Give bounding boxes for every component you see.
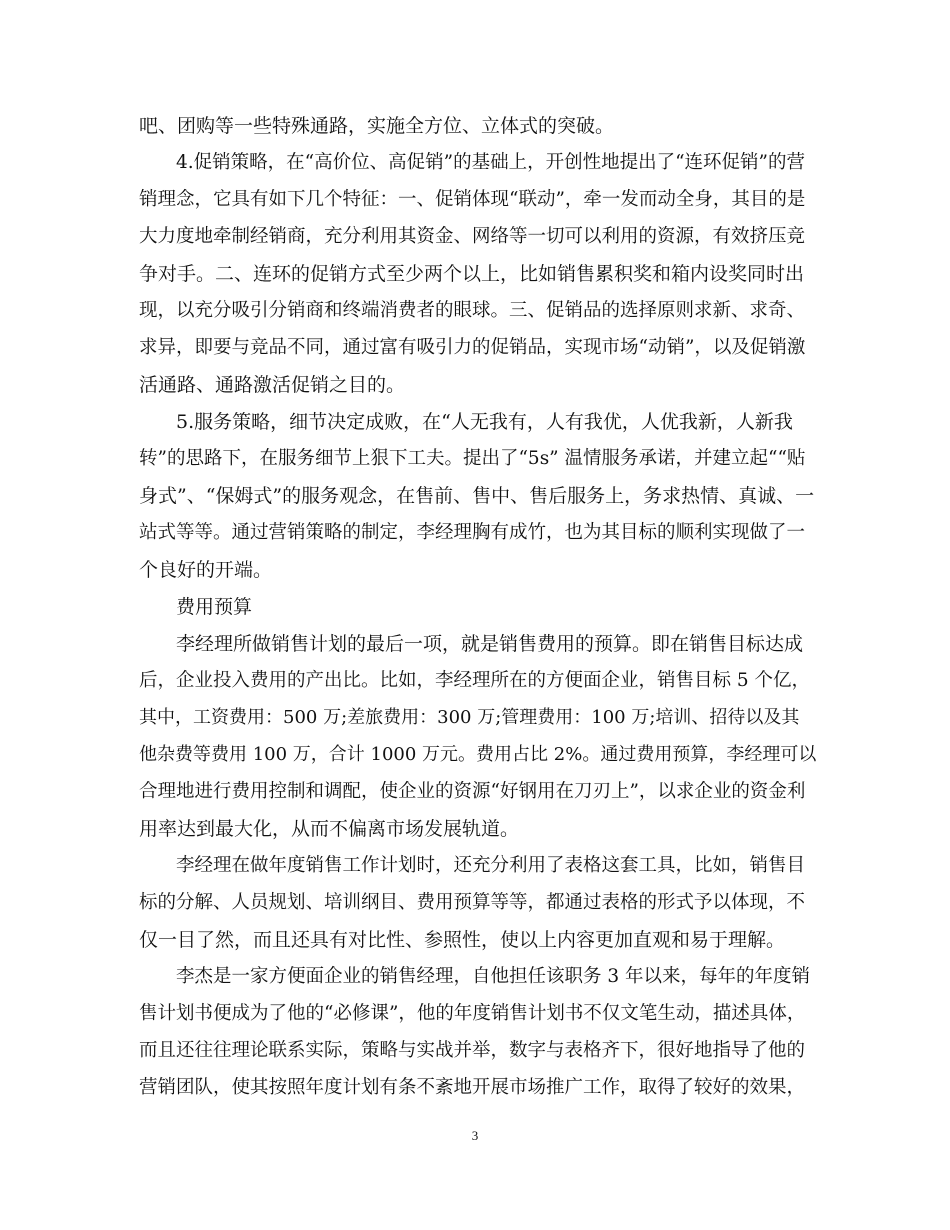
text-line: 求异，即要与竞品不同，通过富有吸引力的促销品，实现市场“动销”，以及促销激 bbox=[139, 337, 806, 358]
text-line: 站式等等。通过营销策略的制定，李经理胸有成竹，也为其目标的顺利实现做了一 bbox=[139, 522, 806, 543]
text-line: 李经理所做销售计划的最后一项，就是销售费用的预算。即在销售目标达成 bbox=[176, 633, 804, 655]
text-line: 争对手。二、连环的促销方式至少两个以上，比如销售累积奖和箱内设奖同时出 bbox=[139, 263, 805, 285]
text-line: 而且还往往理论联系实际，策略与实战并举，数字与表格齐下，很好地指导了他的 bbox=[139, 1040, 806, 1061]
text-line: 个良好的开端。 bbox=[139, 559, 273, 581]
text-line: 大力度地牵制经销商，充分利用其资金、网络等一切可以利用的资源，有效挤压竞 bbox=[139, 226, 806, 247]
text-line: 现，以充分吸引分销商和终端消费者的眼球。三、促销品的选择原则求新、求奇、 bbox=[139, 300, 806, 321]
text-line: 销理念，它具有如下几个特征：一、促销体现“联动”，牵一发而动全身，其目的是 bbox=[139, 189, 806, 210]
text-line: 仅一目了然，而且还具有对比性、参照性，使以上内容更加直观和易于理解。 bbox=[139, 929, 786, 951]
text-line: 营销团队，使其按照年度计划有条不紊地开展市场推广工作，取得了较好的效果， bbox=[139, 1077, 806, 1098]
text-line: 吧、团购等一些特殊通路，实施全方位、立体式的突破。 bbox=[139, 115, 615, 137]
text-line: 李杰是一家方便面企业的销售经理，自他担任该职务 3 年以来，每年的年度销 bbox=[176, 966, 811, 987]
text-line: 转”的思路下，在服务细节上狠下工夫。提出了“5s” 温情服务承诺，并建立起““贴 bbox=[139, 448, 806, 469]
text-line: 活通路、通路激活促销之目的。 bbox=[139, 374, 406, 396]
text-line: 售计划书便成为了他的“必修课”，他的年度销售计划书不仅文笔生动，描述具体， bbox=[139, 1003, 806, 1024]
text-line: 其中，工资费用：500 万;差旅费用：300 万;管理费用：100 万;培训、招待以及其 bbox=[139, 707, 800, 728]
text-line: 费用预算 bbox=[176, 596, 253, 618]
text-line: 后，企业投入费用的产出比。比如，李经理所在的方便面企业，销售目标 5 个亿， bbox=[139, 670, 811, 691]
text-line: 李经理在做年度销售工作计划时，还充分利用了表格这套工具，比如，销售目 bbox=[176, 855, 806, 876]
text-line: 5.服务策略，细节决定成败，在“人无我有，人有我优，人优我新，人新我 bbox=[176, 411, 793, 433]
page-number: 3 bbox=[471, 1128, 479, 1143]
text-line: 身式”、“保姆式”的服务观念，在售前、售中、售后服务上，务求热情、真诚、一 bbox=[139, 485, 815, 507]
text-line: 4.促销策略，在“高价位、高促销”的基础上，开创性地提出了“连环促销”的营 bbox=[176, 152, 805, 173]
text-line: 他杂费等费用 100 万，合计 1000 万元。费用占比 2%。通过费用预算，李经理可以 bbox=[139, 744, 817, 765]
text-line: 用率达到最大化，从而不偏离市场发展轨道。 bbox=[139, 818, 520, 840]
text-line: 合理地进行费用控制和调配，使企业的资源“好钢用在刀刃上”，以求企业的资金利 bbox=[139, 781, 806, 802]
text-line: 标的分解、人员规划、培训纲目、费用预算等等，都通过表格的形式予以体现，不 bbox=[139, 892, 806, 913]
